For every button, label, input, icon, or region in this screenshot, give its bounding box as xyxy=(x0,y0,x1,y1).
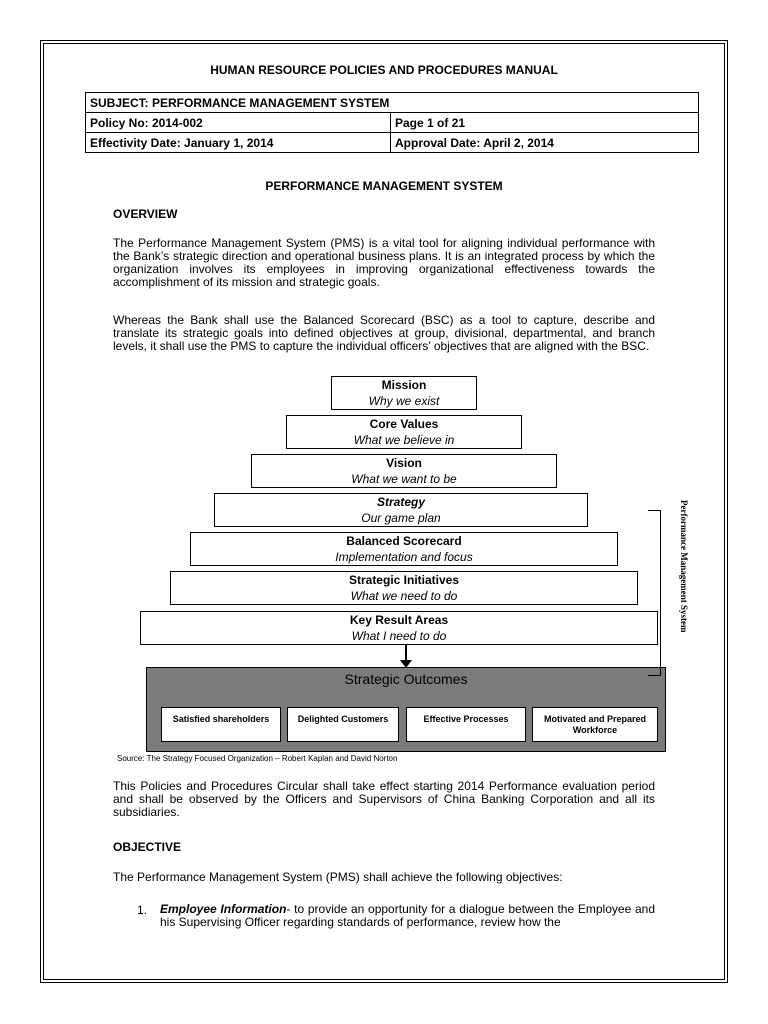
subject-cell: SUBJECT: PERFORMANCE MANAGEMENT SYSTEM xyxy=(86,93,699,113)
policy-no-cell: Policy No: 2014-002 xyxy=(86,113,391,133)
effectivity-cell: Effectivity Date: January 1, 2014 xyxy=(86,133,391,153)
pms-bracket xyxy=(660,510,661,675)
table-row xyxy=(86,113,699,133)
pyramid-level-mission xyxy=(331,376,477,410)
list-item-text: - to provide an opportunity for a dialogue between the Employee and his Supervising Officer regarding standards of performance, review how the xyxy=(160,902,655,929)
pyramid-level-title: Strategy xyxy=(376,495,426,509)
pyramid-level-strategy xyxy=(214,493,588,527)
pyramid-level-title: Core Values xyxy=(369,417,439,431)
pyramid-level-vision xyxy=(251,454,557,488)
page-cell: Page 1 of 21 xyxy=(391,113,699,133)
pyramid-level-subtitle: Our game plan xyxy=(361,511,441,525)
outcome-box: Effective Processes xyxy=(406,707,526,742)
pyramid-level-subtitle: Why we exist xyxy=(368,394,440,408)
pyramid-level-subtitle: What I need to do xyxy=(351,629,447,643)
list-item-number: 1. xyxy=(137,903,148,917)
pyramid-level-subtitle: What we want to be xyxy=(351,472,457,486)
policy-info-table xyxy=(85,92,699,153)
overview-paragraph-1: The Performance Management System (PMS) is a vital tool for aligning individual performance with the Bank’s strategic direction and operational business plans. It is an integrated process by which the organization involves its employees in improving organizational effectiveness towards the accomplishment of its mission and strategic goals. xyxy=(113,236,655,289)
table-row xyxy=(86,93,699,113)
outcome-box: Motivated and Prepared Workforce xyxy=(532,707,658,742)
pyramid-level-key-result-areas xyxy=(140,611,658,645)
circular-paragraph: This Policies and Procedures Circular shall take effect starting 2014 Performance evaluation period and shall be observed by the Officers and Supervisors of China Banking Corporation and all its subsidiaries. xyxy=(113,779,655,819)
manual-title: HUMAN RESOURCE POLICIES AND PROCEDURES MANUAL xyxy=(210,63,558,77)
pyramid-level-balanced-scorecard xyxy=(190,532,618,566)
overview-paragraph-2: Whereas the Bank shall use the Balanced Scorecard (BSC) as a tool to capture, describe and translate its strategic goals into defined objectives at group, divisional, departmental, and branch levels, it shall use the PMS to capture the individual officers’ objectives that are aligned with the BSC. xyxy=(113,313,655,353)
overview-heading: OVERVIEW xyxy=(113,207,178,221)
pyramid-level-subtitle: What we believe in xyxy=(353,433,455,447)
outcome-box: Satisfied shareholders xyxy=(161,707,281,742)
strategic-outcomes-title: Strategic Outcomes xyxy=(344,671,468,687)
pyramid-level-title: Vision xyxy=(386,456,422,470)
list-item-title: Employee Information xyxy=(160,902,287,916)
strategic-outcomes-box xyxy=(146,667,666,752)
objective-heading: OBJECTIVE xyxy=(113,840,182,854)
pyramid-level-core-values xyxy=(286,415,522,449)
pyramid-level-subtitle: Implementation and focus xyxy=(335,550,473,564)
pyramid-level-title: Mission xyxy=(381,378,427,392)
table-row xyxy=(86,133,699,153)
list-item xyxy=(160,903,655,929)
pms-side-label: Performance Management System xyxy=(679,500,689,633)
approval-cell: Approval Date: April 2, 2014 xyxy=(391,133,699,153)
section-title: PERFORMANCE MANAGEMENT SYSTEM xyxy=(265,179,503,193)
outcome-box: Delighted Customers xyxy=(287,707,399,742)
pyramid-level-strategic-initiatives xyxy=(170,571,638,605)
diagram-source: Source: The Strategy Focused Organization – Robert Kaplan and David Norton xyxy=(117,754,398,763)
objective-intro: The Performance Management System (PMS) shall achieve the following objectives: xyxy=(113,870,563,884)
pyramid-level-title: Balanced Scorecard xyxy=(346,534,462,548)
pyramid-level-title: Strategic Initiatives xyxy=(348,573,460,587)
pyramid-level-title: Key Result Areas xyxy=(349,613,449,627)
pyramid-level-subtitle: What we need to do xyxy=(350,589,458,603)
pms-bracket-bottom xyxy=(648,675,661,676)
